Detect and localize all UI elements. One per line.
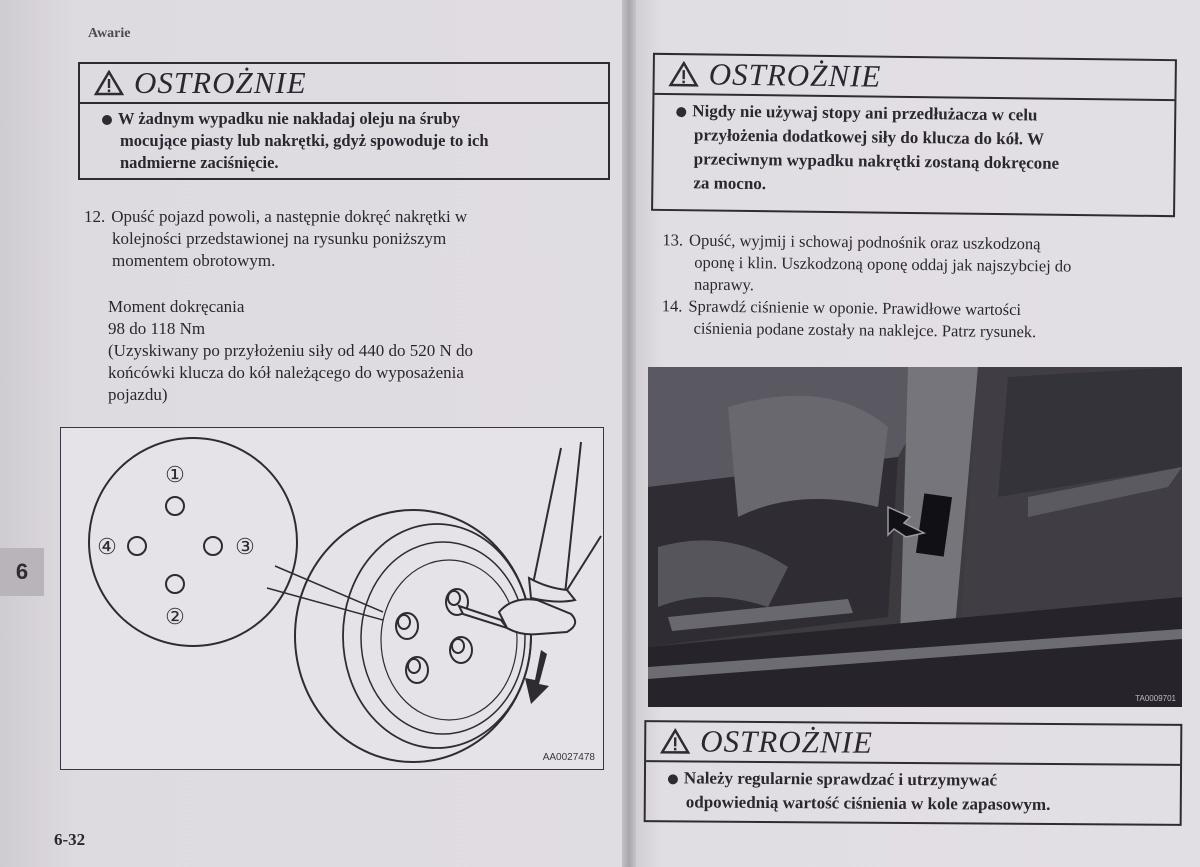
step-line: oponę i klin. Uszkodzoną oponę oddaj jak najszybciej do [694,252,1072,276]
bullet-icon [668,774,678,784]
step-line: Sprawdź ciśnienie w oponie. Prawidłowe wartości [688,296,1022,320]
torque-label: Moment dokręcania [108,297,245,316]
tyre-pressure-label-photo [648,367,1182,707]
warning-triangle-icon [669,61,699,87]
step-line: naprawy. [693,274,754,295]
torque-note: pojazdu) [108,385,168,404]
bullet-icon [102,115,112,125]
warning-triangle-icon [94,70,124,96]
warning-triangle-icon [660,728,690,754]
caution-header [80,64,608,104]
caution-line: Nigdy nie używaj stopy ani przedłużacza w celu [692,101,1038,125]
step-number: 12. [84,207,106,226]
chapter-tab: 6 [0,548,44,596]
caution-title: OSTROŻNIE [708,56,882,94]
book-gutter [622,0,636,867]
nut-hole-1 [166,497,184,515]
lug-nut [406,657,428,683]
caution-line: W żadnym wypadku nie nakładaj oleju na śruby [118,109,461,128]
caution-header [654,55,1174,101]
page-number: 6-32 [54,830,86,849]
caution-line: przyłożenia dodatkowej siły do klucza do kół. W [693,125,1045,149]
step-line: Opuść, wyjmij i schowaj podnośnik oraz uszkodzoną [689,230,1041,254]
torque-note: końcówki klucza do kół należącego do wyposażenia [108,363,464,382]
order-label-2: ② [165,604,185,629]
caution-line: przeciwnym wypadku nakrętki zostaną dokręcone [693,149,1060,173]
steps-13-14 [661,229,1182,344]
step-line: Opuść pojazd powoli, a następnie dokręć nakrętki w [111,207,468,226]
wheel-illustration [61,428,602,768]
caution-text [653,95,1174,207]
step-12 [84,206,610,272]
step-line: kolejności przedstawionej na rysunku poniższym [112,229,447,248]
caution-box-3 [644,720,1183,826]
photo-code: TA0009701 [1135,694,1176,703]
caution-line: mocujące piasty lub nakrętki, gdyż spowoduje to ich [120,131,489,150]
caution-box-1 [78,62,610,180]
order-label-3: ③ [235,534,255,559]
step-line: ciśnienia podane zostały na naklejce. Patrz rysunek. [693,318,1037,342]
nut-hole-3 [204,537,222,555]
step-line: momentem obrotowym. [112,251,276,270]
step-number: 14. [661,296,683,316]
wheel-wrench [459,606,507,628]
nut-hole-2 [166,575,184,593]
caution-line: Należy regularnie sprawdzać i utrzymywać [683,768,998,790]
caution-title: OSTROŻNIE [134,65,307,100]
torque-spec [108,296,608,406]
caution-header [646,722,1180,766]
nut-hole-4 [128,537,146,555]
door-pillar-photo [648,367,1182,707]
caution-line: nadmierne zaciśnięcie. [120,153,279,172]
step-number: 13. [662,230,684,250]
section-header: Awarie [88,26,131,41]
torque-note: (Uzyskiwany po przyłożeniu siły od 440 do 520 N do [108,341,473,360]
bullet-icon [676,107,686,117]
caution-title: OSTROŻNIE [700,723,873,760]
order-label-4: ④ [97,534,117,559]
hand [499,599,575,634]
torque-value: 98 do 118 Nm [108,319,206,338]
caution-line: za mocno. [693,173,767,194]
lug-nut [396,613,418,639]
caution-text [80,104,608,180]
figure-code: AA0027478 [542,752,595,763]
order-label-1: ① [165,462,185,487]
caution-box-2 [651,53,1177,217]
caution-line: odpowiednią wartość ciśnienia w kole zapasowym. [685,792,1051,814]
tightening-order-figure [60,427,604,770]
lug-nut [450,637,472,663]
caution-text [646,762,1180,824]
